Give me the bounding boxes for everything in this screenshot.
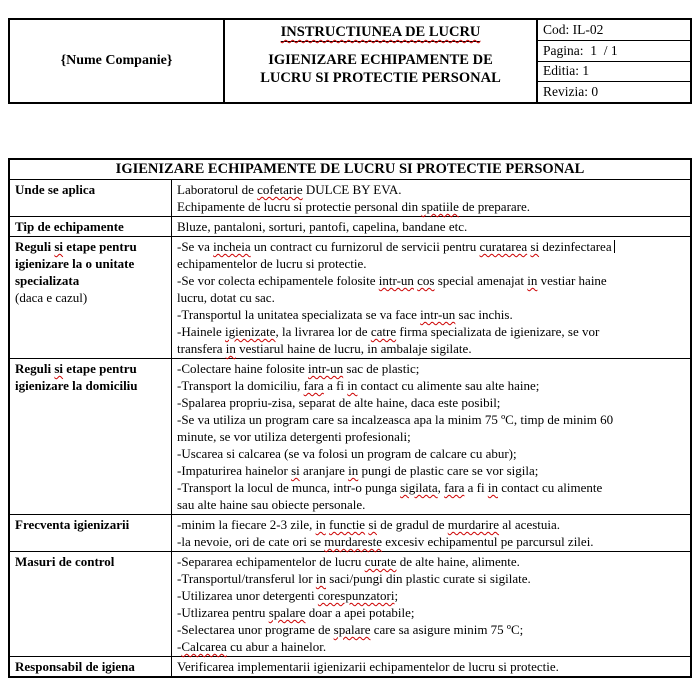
row-label-cell[interactable] [10, 657, 172, 676]
text-segment: aranjare [299, 463, 349, 478]
text-segment: de alte haine, alimente. [396, 554, 520, 569]
text-segment: sau alte haine sau obiecte personale. [177, 497, 366, 512]
text-segment: minute, se vor utiliza detergenti profesionali; [177, 429, 411, 444]
table-title[interactable]: IGIENIZARE ECHIPAMENTE DE LUCRU SI PROTECTIE PERSONAL [10, 160, 690, 180]
text-line [15, 255, 168, 272]
text-line [177, 587, 688, 604]
misspelled-word: intr-un [308, 361, 344, 376]
text-line [177, 496, 688, 513]
row-content-cell[interactable] [172, 237, 690, 358]
misspelled-word: intr-un [420, 307, 456, 322]
row-content-cell[interactable] [172, 180, 690, 216]
text-segment: -Impaturirea hainelor [177, 463, 292, 478]
text-line [177, 553, 688, 570]
text-line [177, 411, 688, 428]
misspelled-word: catre [370, 324, 397, 339]
text-segment: ; [394, 588, 399, 603]
text-segment: -Transportul la unitatea specializata se va face [177, 307, 421, 322]
text-line [177, 272, 688, 289]
text-segment: a fi [323, 378, 348, 393]
text-segment: specializata [15, 273, 80, 288]
text-segment: -Hainele [177, 324, 226, 339]
text-line [177, 516, 688, 533]
row-label-cell[interactable] [10, 552, 172, 656]
misspelled-word: spalare [268, 605, 306, 620]
table-row [10, 237, 690, 359]
misspelled-word: corespunzatori [317, 588, 395, 603]
text-line [15, 516, 168, 533]
text-line [177, 445, 688, 462]
text-line [15, 289, 168, 306]
main-table [8, 158, 692, 678]
table-row [10, 515, 690, 552]
doc-type-text: INSTRUCTIUNEA DE LUCRU [280, 24, 481, 40]
text-line [15, 272, 168, 289]
row-content-cell[interactable] [172, 217, 690, 236]
misspelled-word: functie [328, 517, 366, 532]
misspelled-word: si [530, 239, 540, 254]
text-line [177, 255, 688, 272]
doc-type-line [225, 24, 536, 41]
misspelled-word: cos [417, 273, 435, 288]
text-segment: DULCE BY EVA. [302, 182, 402, 197]
text-segment: -Uscarea si calcarea (se va folosi un program de calcare cu abur); [177, 446, 517, 461]
text-segment: doar a apei potabile; [305, 605, 415, 620]
text-line [15, 238, 168, 255]
text-line [177, 377, 688, 394]
text-segment: , la livrarea lor de [275, 324, 371, 339]
misspelled-word: intr-un [378, 273, 414, 288]
text-line [15, 360, 168, 377]
row-label-cell[interactable] [10, 180, 172, 216]
misspelled-word: in [315, 517, 326, 532]
misspelled-word: si [291, 463, 300, 478]
misspelled-word: si [54, 361, 64, 376]
text-line [177, 533, 688, 550]
text-segment: -Utlizarea pentru [177, 605, 269, 620]
text-line [177, 638, 688, 655]
misspelled-word: cofetarie [257, 182, 303, 197]
text-segment: vestiarul haine de lucru, in ambalaje sigilate. [235, 341, 472, 356]
row-label-cell[interactable] [10, 237, 172, 358]
text-segment: -Selectarea unor programe de [177, 622, 334, 637]
text-segment: -Spalarea propriu-zisa, separat de alte haine, daca este posibil; [177, 395, 501, 410]
text-segment: -Transport la domiciliu, [177, 378, 304, 393]
text-line [15, 377, 168, 394]
text-segment: -Se va utiliza un program care sa incalzeasca apa la minim 75 ºC, timp de minim 60 [177, 412, 614, 427]
doc-title-line-2: LUCRU SI PROTECTIE PERSONAL [260, 70, 501, 86]
text-segment: de gradul de [377, 517, 448, 532]
text-segment: Reguli [15, 239, 55, 254]
row-content-cell[interactable] [172, 515, 690, 551]
text-segment: vestiar haine [537, 273, 607, 288]
row-content-cell[interactable] [172, 552, 690, 656]
text-segment: care sa asigure minim 75 ºC; [370, 622, 524, 637]
meta-row[interactable]: Editia: 1 [538, 62, 690, 83]
text-segment: contact cu alimente sau alte haine; [357, 378, 540, 393]
text-line [177, 238, 688, 255]
text-segment: un contract cu furnizorul de servicii pentru [250, 239, 480, 254]
text-line [177, 323, 688, 340]
text-segment: -la nevoie, ori de cate ori se [177, 534, 325, 549]
table-row [10, 359, 690, 515]
text-line [177, 306, 688, 323]
misspelled-word: sigilata [400, 480, 438, 495]
text-line [177, 340, 688, 357]
text-segment: pungi de plastic care se vor sigila; [358, 463, 539, 478]
text-segment: contact cu alimente [497, 480, 603, 495]
misspelled-word: curatarea [479, 239, 528, 254]
text-segment: -Transportul/transferul lor [177, 571, 316, 586]
text-segment: igienizare la domiciliu [15, 378, 138, 393]
misspelled-word: murdareste [324, 534, 383, 549]
misspelled-word: fara [303, 378, 324, 393]
doc-title-line-1: IGIENIZARE ECHIPAMENTE DE [268, 52, 493, 68]
misspelled-word: Calcarea [181, 639, 227, 654]
text-segment: -Separarea echipamentelor de lucru [177, 554, 365, 569]
misspelled-word: spalare [333, 622, 371, 637]
meta-row[interactable]: Revizia: 0 [543, 84, 599, 100]
table-body [10, 180, 690, 676]
text-segment: dezinfectarea [539, 239, 612, 254]
misspelled-word: in [347, 378, 358, 393]
row-content-cell[interactable] [172, 359, 690, 514]
misspelled-word: fara [444, 480, 465, 495]
text-segment: -Se vor colecta echipamentele folosite [177, 273, 379, 288]
misspelled-word: in [225, 341, 236, 356]
text-line [177, 394, 688, 411]
misspelled-word: in [487, 480, 498, 495]
table-row [10, 180, 690, 217]
meta-row[interactable]: Pagina: 1 / 1 [538, 41, 690, 62]
text-line [177, 479, 688, 496]
text-segment: saci/pungi din plastic curate si sigilate. [326, 571, 531, 586]
text-segment: , [437, 480, 445, 495]
text-segment: Echipamente de lucru si protectie personal din [177, 199, 422, 214]
text-segment: Reguli [15, 361, 55, 376]
text-segment: Verificarea implementarii igienizarii echipamentelor de lucru si protectie. [177, 659, 559, 674]
document-header-table [8, 18, 692, 104]
header-meta-column [538, 20, 690, 102]
text-segment: al acestuia. [499, 517, 561, 532]
text-segment: de preparare. [458, 199, 531, 214]
text-segment: excesiv echipamentul pe parcursul zilei. [382, 534, 594, 549]
text-segment: etape pentru [63, 239, 137, 254]
misspelled-word: incheia [213, 239, 251, 254]
misspelled-word: si [368, 517, 377, 532]
misspelled-word: murdarire [447, 517, 500, 532]
company-name-cell[interactable] [10, 20, 225, 102]
text-segment: -Colectare haine folosite [177, 361, 309, 376]
text-segment: firma specializata de igienizare, se vor [396, 324, 600, 339]
text-segment: Masuri de control [15, 554, 115, 569]
text-segment: -Se va [177, 239, 214, 254]
text-segment: lucru, dotat cu sac. [177, 290, 275, 305]
text-line [177, 360, 688, 377]
misspelled-word: spatiile [421, 199, 459, 214]
text-line [15, 218, 168, 235]
text-line [177, 658, 688, 675]
text-line [177, 621, 688, 638]
misspelled-word: in [315, 571, 327, 586]
misspelled-word: in [348, 463, 359, 478]
table-row [10, 552, 690, 657]
text-segment: igienizare la o unitate [15, 256, 135, 271]
text-segment: Bluze, pantaloni, sorturi, pantofi, capelina, bandane etc. [177, 219, 468, 234]
row-content-cell[interactable] [172, 657, 690, 676]
text-segment: cu abur a hainelor. [226, 639, 327, 654]
text-line [177, 181, 688, 198]
text-segment: -Transport la locul de munca, intr-o punga [177, 480, 401, 495]
text-segment: -minim la fiecare 2-3 zile, [177, 517, 316, 532]
text-line [177, 570, 688, 587]
misspelled-word: si [54, 239, 64, 254]
text-segment: -Utilizarea unor detergenti [177, 588, 318, 603]
row-label-cell[interactable] [10, 217, 172, 236]
text-segment: Tip de echipamente [15, 219, 124, 234]
text-segment: sac de plastic; [343, 361, 420, 376]
text-line [177, 604, 688, 621]
company-name: {Nume Companie} [60, 53, 173, 68]
text-segment: special amenajat [434, 273, 528, 288]
text-line [177, 198, 688, 215]
text-segment: a fi [464, 480, 488, 495]
doc-type-underline [281, 24, 481, 42]
text-line [15, 553, 168, 570]
text-segment: transfera [177, 341, 226, 356]
text-line [177, 428, 688, 445]
text-segment: Frecventa igienizarii [15, 517, 130, 532]
misspelled-word: igienizate [225, 324, 276, 339]
text-line [177, 289, 688, 306]
text-segment: Responsabil de igiena [15, 659, 135, 674]
row-label-cell[interactable] [10, 359, 172, 514]
text-segment: echipamentelor de lucru si protectie. [177, 256, 367, 271]
text-line [177, 462, 688, 479]
text-segment: (daca e cazul) [15, 290, 88, 305]
misspelled-word: in [527, 273, 538, 288]
text-segment: sac inchis. [455, 307, 513, 322]
text-segment: etape pentru [63, 361, 137, 376]
text-segment: Unde se aplica [15, 182, 96, 197]
text-caret [614, 240, 616, 253]
misspelled-word: curate [364, 554, 397, 569]
row-label-cell[interactable] [10, 515, 172, 551]
table-row [10, 217, 690, 237]
text-segment: Laboratorul de [177, 182, 258, 197]
table-row [10, 657, 690, 676]
text-line [15, 658, 168, 675]
header-title-cell[interactable] [225, 20, 538, 102]
text-line [15, 181, 168, 198]
text-line [177, 218, 688, 235]
text-segment: - [177, 639, 182, 654]
meta-row[interactable]: Cod: IL-02 [538, 20, 690, 41]
